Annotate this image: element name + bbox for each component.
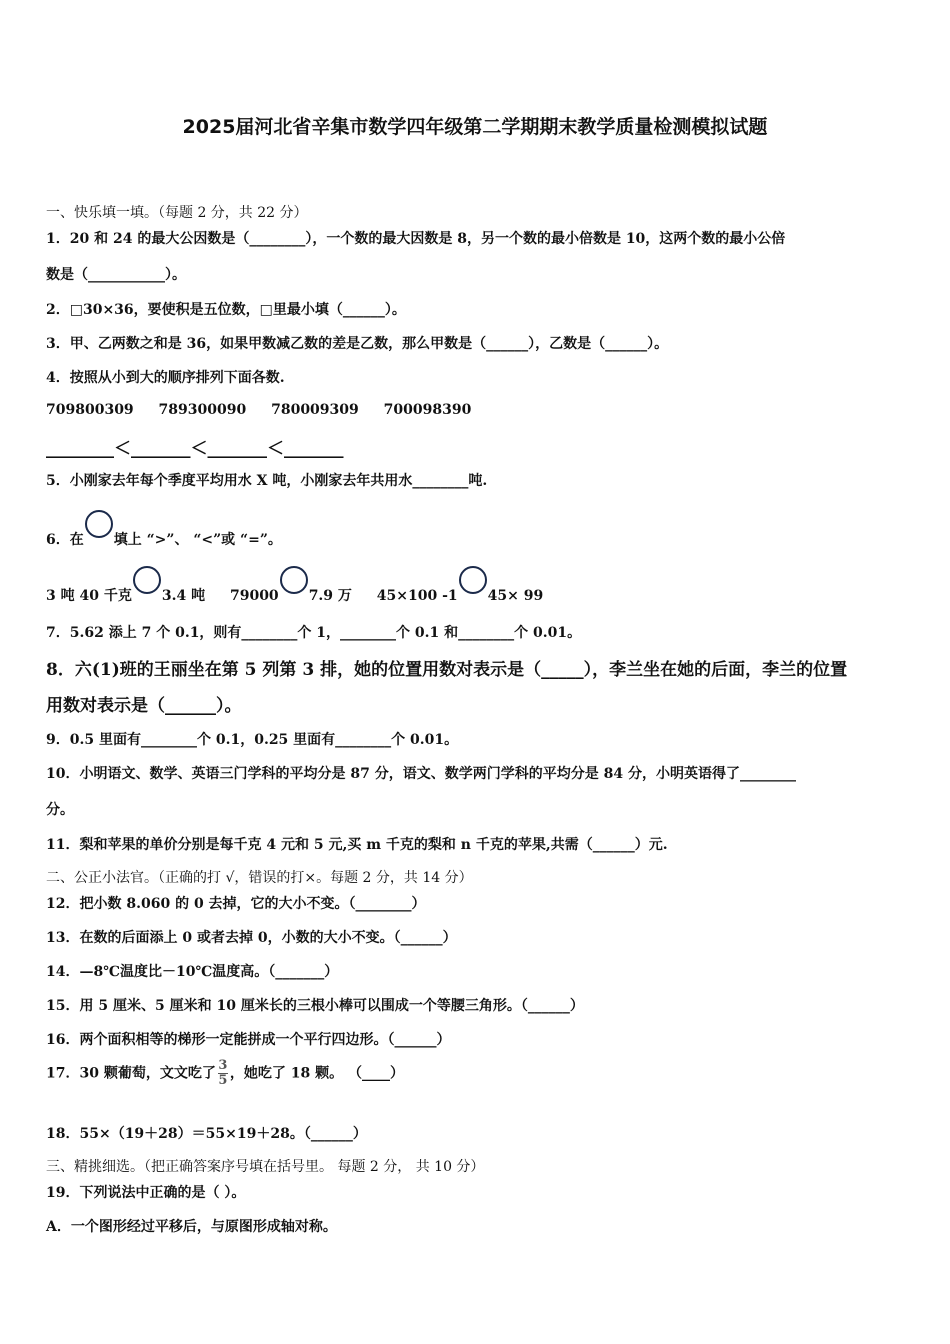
question-6-prefix: 6．在 [46, 532, 84, 548]
question-11: 11．梨和苹果的单价分别是每千克 4 元和 5 元,买 m 千克的梨和 n 千克的苹果,共需（______）元. [46, 837, 668, 853]
section-2-heading: 二、公正小法官。（正确的打 √，错误的打×。每题 2 分，共 14 分） [46, 870, 473, 886]
question-4: 4．按照从小到大的顺序排列下面各数. [46, 370, 285, 386]
fraction-denominator: 5 [218, 1073, 228, 1088]
compare-2-right: 7.9 万 [308, 588, 352, 604]
section-1-heading: 一、快乐填一填。（每题 2 分，共 22 分） [46, 205, 308, 221]
question-3: 3．甲、乙两数之和是 36，如果甲数减乙数的差是乙数，那么甲数是（______），乙数是（______）。 [46, 336, 669, 352]
compare-3-right: 45× 99 [487, 588, 544, 604]
compare-circle-icon [85, 510, 113, 538]
question-8-line-2: 用数对表示是（______）。 [46, 696, 242, 716]
compare-2-left: 79000 [229, 588, 279, 604]
question-9: 9．0.5 里面有________个 0.1，0.25 里面有________个 0.01。 [46, 732, 459, 748]
question-1-line-1: 1．20 和 24 的最大公因数是（________），一个数的最大因数是 8，另一个数的最小倍数是 10，这两个数的最小公倍 [46, 231, 786, 247]
question-7: 7．5.62 添上 7 个 0.1，则有________个 1，________个 0.1 和________个 0.01。 [46, 625, 582, 641]
question-17-suffix: ，她吃了 18 颗。 （____） [229, 1065, 404, 1082]
compare-3-left: 45×100 -1 [376, 588, 458, 604]
question-17-prefix: 17．30 颗葡萄，文文吃了 [46, 1065, 216, 1082]
question-6-suffix: 填上 “>”、 “<”或 “=”。 [113, 532, 282, 548]
question-4-blanks: ________＜_______＜_______＜_______ [46, 439, 344, 459]
question-5: 5．小刚家去年每个季度平均用水 X 吨，小刚家去年共用水________吨. [46, 473, 488, 489]
question-4-numbers [46, 402, 471, 418]
question-10-line-2: 分。 [46, 802, 74, 818]
compare-1-circle-icon[interactable] [133, 566, 161, 594]
question-6-items [46, 566, 543, 605]
section-3-heading: 三、精挑细选。（把正确答案序号填在括号里。 每题 2 分， 共 10 分） [46, 1159, 485, 1175]
question-10-line-1: 10．小明语文、数学、英语三门学科的平均分是 87 分，语文、数学两门学科的平均分是 84 分，小明英语得了________ [46, 766, 796, 782]
question-16: 16．两个面积相等的梯形一定能拼成一个平行四边形。（______） [46, 1032, 451, 1048]
fraction [218, 1060, 228, 1087]
question-8-line-1: 8．六(1)班的王丽坐在第 5 列第 3 排，她的位置用数对表示是（_____），李兰坐在她的后面，李兰的位置 [46, 660, 848, 680]
number-1: 709800309 [46, 402, 134, 418]
number-2: 789300090 [158, 402, 247, 418]
question-19: 19．下列说法中正确的是（ ）。 [46, 1185, 246, 1201]
question-1-line-2: 数是（___________）。 [46, 267, 186, 283]
compare-3-circle-icon[interactable] [459, 566, 487, 594]
number-3: 780009309 [271, 402, 359, 418]
fraction-numerator: 3 [218, 1058, 228, 1073]
page-title: 2025届河北省辛集市数学四年级第二学期期末教学质量检测模拟试题 [182, 116, 768, 138]
compare-1-left: 3 吨 40 千克 [46, 588, 132, 604]
compare-1-right: 3.4 吨 [161, 588, 206, 604]
question-13: 13．在数的后面添上 0 或者去掉 0，小数的大小不变。（______） [46, 930, 457, 946]
question-2: 2．□30×36，要使积是五位数，□里最小填（______）。 [46, 302, 406, 318]
question-15: 15．用 5 厘米、5 厘米和 10 厘米长的三根小棒可以围成一个等腰三角形。（______） [46, 998, 584, 1014]
question-6 [46, 510, 282, 549]
question-18: 18．55×（19＋28）＝55×19＋28。（______） [46, 1126, 367, 1142]
question-19-option-a: A．一个图形经过平移后，与原图形成轴对称。 [46, 1219, 337, 1235]
compare-2-circle-icon[interactable] [280, 566, 308, 594]
question-14: 14．—8℃温度比－10℃温度高。（_______） [46, 964, 339, 980]
question-17 [46, 1060, 404, 1087]
question-12: 12．把小数 8.060 的 0 去掉，它的大小不变。（________） [46, 896, 426, 912]
number-4: 700098390 [383, 402, 472, 418]
